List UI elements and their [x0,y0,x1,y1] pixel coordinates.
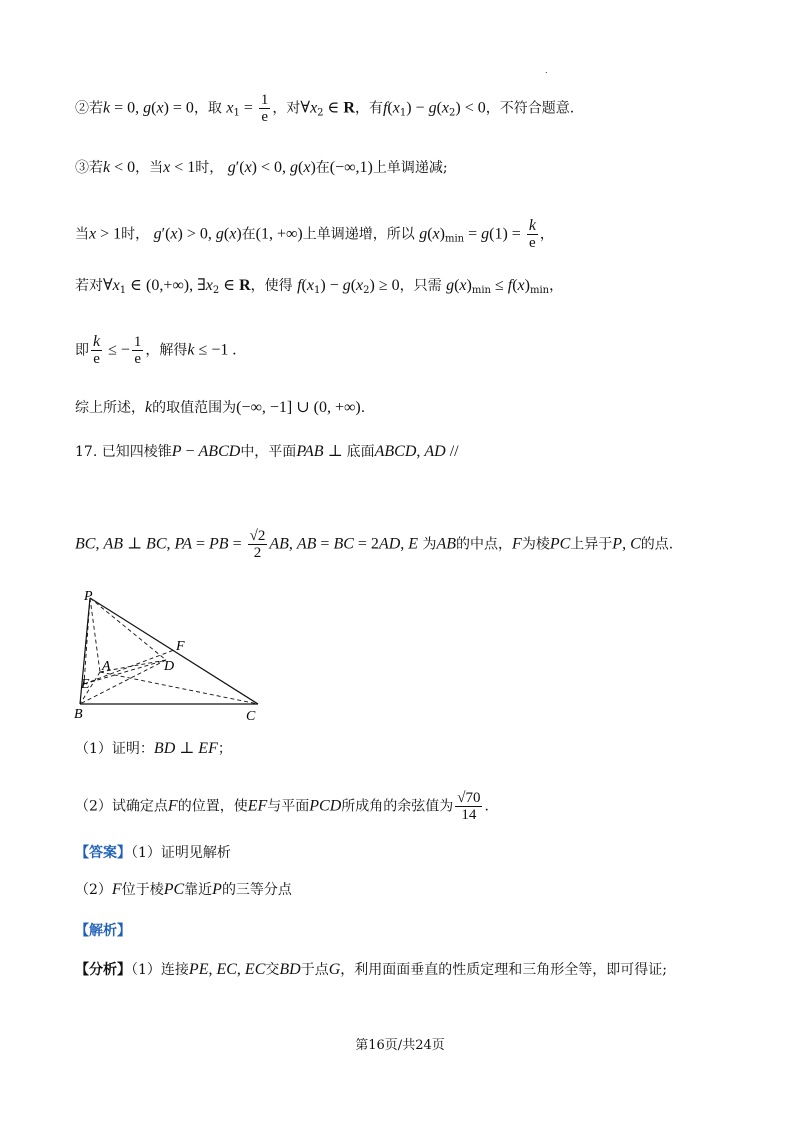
line-case-3: ③若k < 0，当x < 1时， g′(x) < 0, g(x)在(−∞,1)上单调递减; [75,159,448,176]
sub-question-1: （1）证明：BD ⊥ EF； [75,740,232,757]
answer-part-2: （2）F位于棱PC靠近P的三等分点 [75,881,292,898]
page-footer: 第16页/共24页 [355,1038,445,1053]
stray-dot: . [545,66,548,75]
vertex-label-p: P [84,589,93,604]
question-17-conditions: BC, AB ⊥ BC, PA = PB = $\frac{√2}{2}$ AB, AB = BC = 2AD, E 为AB的中点，F为棱PC上异于P, C的点. [75,528,674,561]
vertex-label-b: B [74,707,83,722]
answer-section: 【答案】（1）证明见解析 [75,845,231,861]
fenxi-line: 【分析】（1）连接PE, EC, EC交BD于点G，利用面面垂直的性质定理和三角形全等，即可得证; [75,961,667,978]
vertex-label-f: F [176,639,185,654]
analysis-heading: 【解析】 [75,923,131,939]
line-for-all: 若对$\forall x_1$ ∈ (0,+∞), $\exists x_2$ ∈ R，使得 $f(x_1) - g(x_2) \ge 0$，只需 $g(x)_{min} \le f(x)_{min}$， [75,277,564,296]
line-conclusion: 综上所述，k的取值范围为(−∞, −1] ∪ (0, +∞). [75,399,366,416]
vertex-label-c: C [246,709,256,723]
line-case-2: ②若k = 0, g(x) = 0，取 $x_1$ = $\frac{1}{e}$ ，对$\forall x_2$ ∈ R，有$f(x_1) - g(x_2) < 0$，不符合题意. [75,92,575,125]
pyramid-figure [70,588,280,723]
vertex-label-d: D [164,659,175,674]
vertex-label-a: A [102,659,111,674]
vertex-label-e: E [81,677,90,692]
line-solve: 即 $\frac{k}{e}$ ≤ − $\frac{1}{e}$ ，解得k ≤ −1 . [75,333,237,367]
question-17: 17. 已知四棱锥P − ABCD中，平面PAB ⊥ 底面ABCD, AD // [75,443,459,460]
sub-question-2: （2）试确定点F的位置，使EF与平面PCD所成角的余弦值为 $\frac{√70}{14}$ . [75,790,489,823]
line-x-greater-1: 当x > 1时， g′(x) > 0, g(x)在(1, +∞)上单调递增，所以 $g(x)_{min} = g(1)$ = $\frac{k}{e}$ ， [75,217,554,251]
